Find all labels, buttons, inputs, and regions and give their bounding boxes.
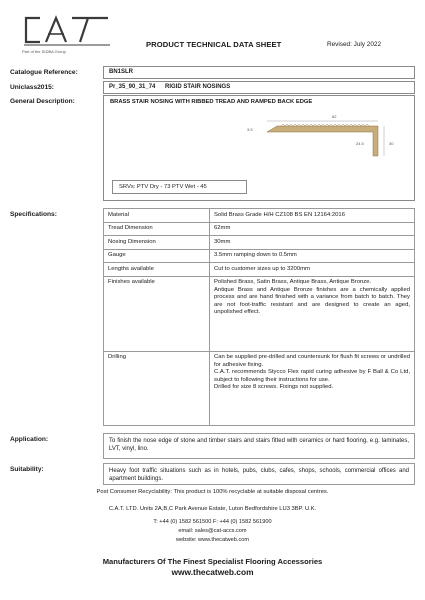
specifications-label: Specifications: — [10, 211, 57, 218]
spec-value: 30mm — [210, 236, 415, 250]
uniclass-code: Pr_35_90_31_74 — [109, 84, 156, 90]
spec-key: Lengths available — [104, 263, 210, 277]
spec-key: Material — [104, 209, 210, 223]
spec-key: Nosing Dimension — [104, 236, 210, 250]
spec-value: Can be supplied pre-drilled and countersunk for flush fit screws or undrilled for adhesive fixing. C.A.T. recommends Stycco Flex rapid curing adhesive by F Ball & Co Ltd, subject to following their instructions for use. Drilled for size 8 screws. Fixings not supplied. — [210, 351, 415, 425]
dimension-ramp-label: 24.5 — [356, 141, 364, 146]
company-website: website: www.thecatweb.com — [175, 537, 250, 543]
company-email: email: sales@cat-accs.com — [178, 528, 247, 534]
spec-value: Solid Brass Grade H/H CZ108 BS EN 12164:2016 — [210, 209, 415, 223]
spec-row — [104, 209, 415, 223]
spec-row — [104, 222, 415, 236]
recyclability-note: Post Consumer Recyclability: This product is 100% recyclable at suitable disposal centres. — [96, 489, 329, 495]
dimension-thickness-label: 3.5 — [247, 127, 253, 132]
catalogue-value: BN1SLR — [109, 69, 134, 75]
footer-url[interactable]: www.thecatweb.com — [171, 567, 254, 577]
catalogue-label: Catalogue Reference: — [10, 69, 78, 76]
spec-value: Cut to customer sizes up to 3200mm — [210, 263, 415, 277]
company-phone: T: +44 (0) 1582 561500 F: +44 (0) 1582 561900 — [153, 519, 272, 525]
suitability-text: Heavy foot traffic situations such as in hotels, pubs, clubs, cafes, shops, schools, commercial offices and apartment buildings. — [103, 463, 415, 485]
application-label: Application: — [10, 436, 49, 443]
uniclass-name: RIGID STAIR NOSINGS — [165, 84, 231, 90]
spec-row — [104, 263, 415, 277]
group-tag: Part of the IDDBA Group — [22, 49, 66, 54]
document-title: PRODUCT TECHNICAL DATA SHEET — [146, 40, 282, 49]
revised-date: Revised: July 2022 — [327, 41, 381, 48]
general-description-title: BRASS STAIR NOSING WITH RIBBED TREAD AND RAMPED BACK EDGE — [110, 99, 313, 105]
spec-key: Gauge — [104, 249, 210, 263]
application-text: To finish the nose edge of stone and timber stairs and stairs fitted with ceramics or hard flooring, e.g. laminates, LVT, vinyl, lino. — [103, 433, 415, 459]
spec-row — [104, 236, 415, 250]
footer-tagline: Manufacturers Of The Finest Specialist Flooring Accessories — [102, 557, 323, 566]
catalogue-box — [103, 66, 415, 79]
dimension-height-label: 30 — [389, 141, 394, 146]
specifications-table — [103, 208, 415, 426]
suitability-label: Suitability: — [10, 466, 44, 473]
spec-value: 3.5mm ramping down to 0.5mm — [210, 249, 415, 263]
spec-key: Drilling — [104, 351, 210, 425]
spec-key: Finishes available — [104, 276, 210, 351]
spec-row — [104, 276, 415, 351]
nosing-profile-diagram — [247, 112, 401, 164]
spec-value: 62mm — [210, 222, 415, 236]
uniclass-label: Uniclass2015: — [10, 84, 54, 91]
company-address: C.A.T. LTD. Units 2A,B,C Park Avenue Estate, Luton Bedfordshire LU3 3BP. U.K. — [108, 506, 317, 512]
spec-row — [104, 249, 415, 263]
spec-row — [104, 351, 415, 425]
spec-value: Polished Brass, Satin Brass, Antique Brass, Antique Bronze. Antique Brass and Antique Bronze finishes are a chemically applied process and are hand finished with a variance from batch to batch. They are not foot-traffic resistant and are designed to create an aged, unpolished effect. — [210, 276, 415, 351]
cat-logo — [22, 14, 114, 48]
srv-values: SRVs: PTV Dry - 73 PTV Wet - 45 — [112, 180, 247, 194]
dimension-width-label: 62 — [332, 114, 337, 119]
spec-key: Tread Dimension — [104, 222, 210, 236]
general-description-label: General Description: — [10, 98, 75, 105]
